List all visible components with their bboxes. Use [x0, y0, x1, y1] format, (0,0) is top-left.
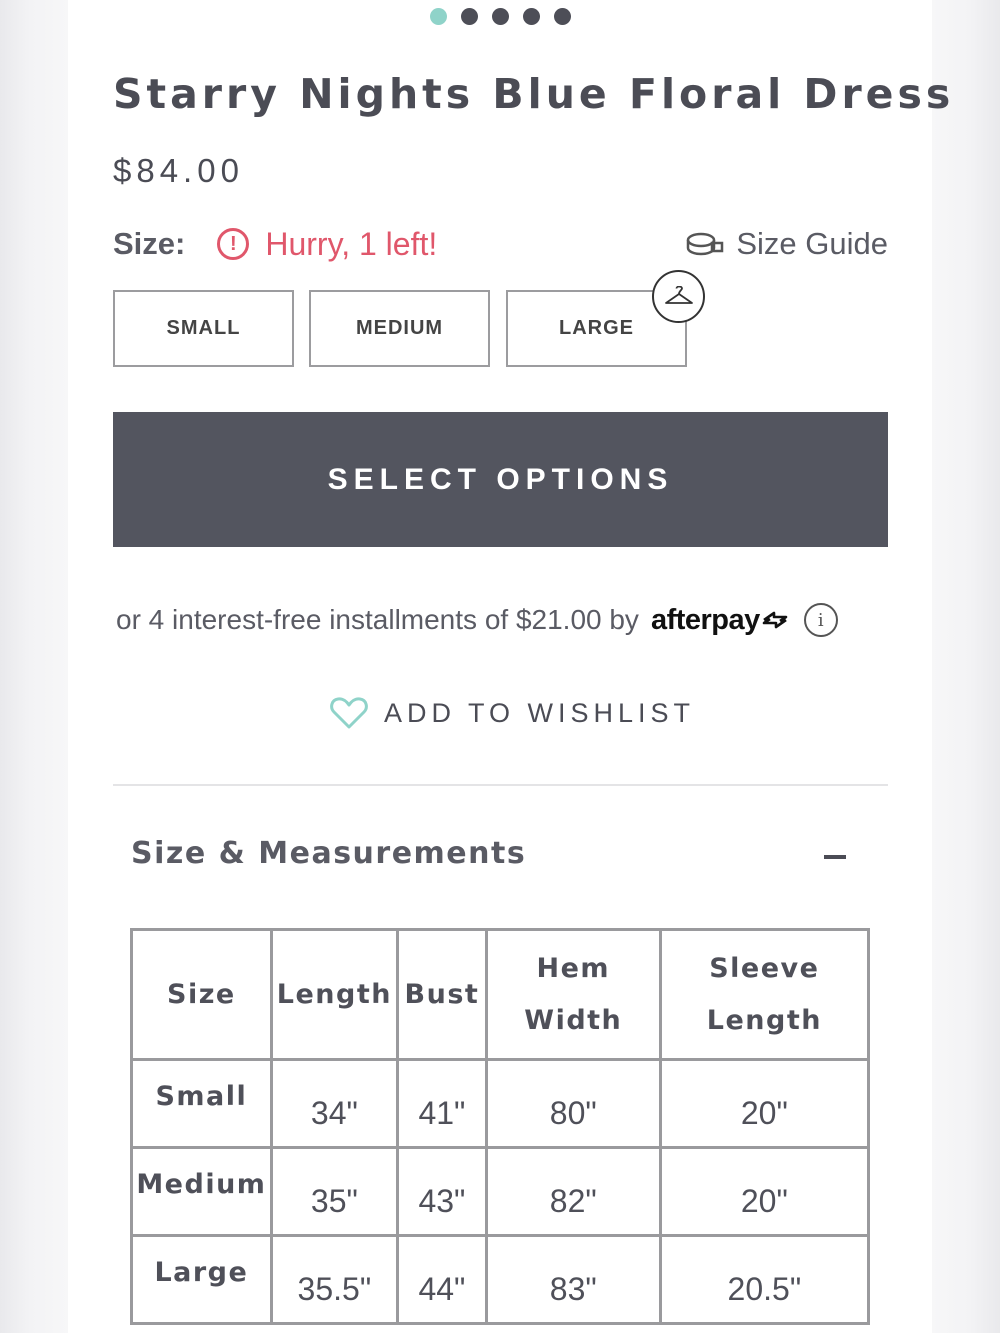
section-divider: [113, 784, 888, 786]
carousel-dots: [0, 8, 1000, 25]
stock-alert-text: Hurry, 1 left!: [265, 225, 438, 262]
table-cell: 34": [271, 1060, 397, 1148]
table-cell: 41": [397, 1060, 486, 1148]
measuring-tape-icon: [686, 231, 724, 257]
size-guide-link[interactable]: [686, 222, 888, 266]
table-cell: 44": [397, 1236, 486, 1324]
table-row: [132, 1060, 869, 1148]
measurements-table: [130, 928, 870, 1325]
table-cell: 20": [660, 1060, 868, 1148]
table-cell: 83": [486, 1236, 660, 1324]
afterpay-installments: [116, 598, 896, 642]
table-row: [132, 1148, 869, 1236]
afterpay-logo-icon: [651, 604, 790, 637]
size-option-large[interactable]: LARGE: [506, 290, 687, 367]
table-cell: 20.5": [660, 1236, 868, 1324]
table-cell: 82": [486, 1148, 660, 1236]
select-options-button[interactable]: SELECT OPTIONS: [113, 412, 888, 547]
column-header: Length: [271, 930, 397, 1060]
size-label: Size:: [113, 226, 186, 261]
size-guide-label: Size Guide: [736, 226, 888, 261]
row-size: Large: [132, 1236, 272, 1324]
wishlist-label: ADD TO WISHLIST: [384, 697, 696, 728]
table-cell: 20": [660, 1148, 868, 1236]
column-header: Sleeve Length: [660, 930, 868, 1060]
product-title: Starry Nights Blue Floral Dress: [113, 70, 955, 118]
alert-circle-icon: !: [217, 228, 249, 260]
carousel-dot-1[interactable]: [430, 8, 447, 25]
size-option-medium[interactable]: MEDIUM: [309, 290, 490, 367]
carousel-dot-5[interactable]: [554, 8, 571, 25]
table-cell: 35": [271, 1148, 397, 1236]
heart-icon: [330, 696, 368, 730]
table-header-row: [132, 930, 869, 1060]
table-cell: 35.5": [271, 1236, 397, 1324]
table-row: [132, 1236, 869, 1324]
size-row: [113, 222, 888, 266]
afterpay-wordmark: afterpay: [650, 603, 760, 636]
size-measurements-title[interactable]: Size & Measurements: [131, 836, 527, 871]
hanger-icon: [652, 270, 705, 323]
product-price: $84.00: [113, 152, 244, 189]
carousel-dot-4[interactable]: [523, 8, 540, 25]
column-header: Bust: [397, 930, 486, 1060]
add-to-wishlist-button[interactable]: [330, 690, 695, 736]
info-icon[interactable]: i: [804, 603, 838, 637]
table-cell: 80": [486, 1060, 660, 1148]
row-size: Small: [132, 1060, 272, 1148]
installments-text: or 4 interest-free installments of $21.00 by: [116, 604, 639, 635]
column-header: Size: [132, 930, 272, 1060]
row-size: Medium: [132, 1148, 272, 1236]
minus-icon[interactable]: [824, 855, 846, 859]
carousel-dot-3[interactable]: [492, 8, 509, 25]
table-cell: 43": [397, 1148, 486, 1236]
carousel-dot-2[interactable]: [461, 8, 478, 25]
column-header: Hem Width: [486, 930, 660, 1060]
size-option-small[interactable]: SMALL: [113, 290, 294, 367]
